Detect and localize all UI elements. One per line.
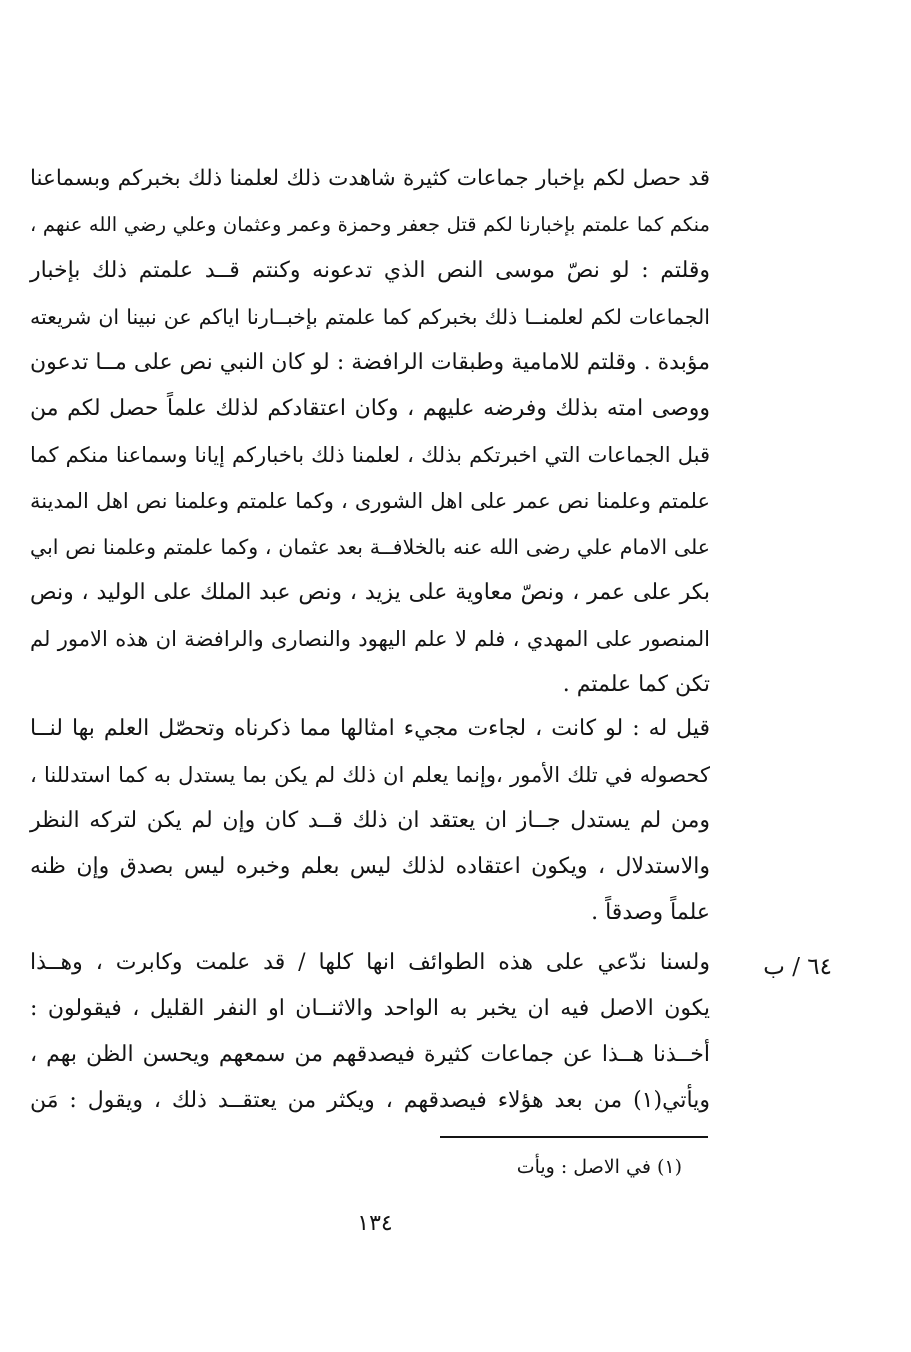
text-line: ويأتي(١) من بعد هؤلاء فيصدقهم ، ويكثر من يعتقــد ذلك ، ويقول : مَن xyxy=(30,1088,710,1113)
text-line: بكر على عمر ، ونصّ معاوية على يزيد ، ونص عبد الملك على الوليد ، ونص xyxy=(30,580,710,605)
text-line: قبل الجماعات التي اخبرتكم بذلك ، لعلمنا ذلك باخباركم إيانا وسماعنا منكم كما xyxy=(30,443,710,467)
footnote-divider xyxy=(440,1136,708,1138)
text-line: علماً وصدقاً . xyxy=(591,900,710,925)
text-line: الجماعات لكم لعلمنــا ذلك بخبركم كما علمتم بإخبــارنا اياكم عن نبينا ان شريعته xyxy=(30,305,710,329)
text-line: منكم كما علمتم بإخبارنا لكم قتل جعفر وحمزة وعمر وعثمان وعلي رضي الله عنهم ، xyxy=(30,213,710,236)
paragraph-3 xyxy=(30,940,710,1124)
text-line: قد حصل لكم بإخبار جماعات كثيرة شاهدت ذلك لعلمنا ذلك بخبركم وبسماعنا xyxy=(30,166,710,191)
text-line: مؤبدة . وقلتم للامامية وطبقات الرافضة : لو كان النبي نص على مــا تدعون xyxy=(30,350,710,375)
paragraph-1 xyxy=(30,156,710,708)
text-line: قيل له : لو كانت ، لجاءت مجيء امثالها مما ذكرناه وتحصّل العلم بها لنــا xyxy=(30,716,710,741)
text-line: كحصوله في تلك الأمور ،وإنما يعلم ان ذلك لم يكن بما يستدل به كما استدللنا ، xyxy=(30,763,710,787)
text-line: على الامام علي رضى الله عنه بالخلافــة بعد عثمان ، وكما علمتم وعلمنا نص ابي xyxy=(30,535,710,559)
text-line: تكن كما علمتم . xyxy=(562,672,710,697)
footnote: (١) في الاصل : ويأت xyxy=(516,1156,682,1178)
text-line: والاستدلال ، ويكون اعتقاده لذلك ليس بعلم وخبره ليس بصدق وإن ظنه xyxy=(30,854,710,879)
text-line: ومن لم يستدل جــاز ان يعتقد ان ذلك قــد كان وإن لم يكن لتركه النظر xyxy=(30,808,710,833)
text-line: المنصور على المهدي ، فلم لا علم اليهود والنصارى والرافضة ان هذه الامور لم xyxy=(30,627,710,651)
text-line: ولسنا ندّعي على هذه الطوائف انها كلها / قد علمت وكابرت ، وهــذا xyxy=(30,950,710,975)
text-line: علمتم وعلمنا نص عمر على اهل الشورى ، وكما علمتم وعلمنا نص اهل المدينة xyxy=(30,489,710,513)
manuscript-folio-marker: ٦٤ / ب xyxy=(763,954,832,980)
text-line: أخــذنا هــذا عن جماعات كثيرة فيصدقهم من سمعهم ويحسن الظن بهم ، xyxy=(30,1042,710,1067)
text-line: ووصى امته بذلك وفرضه عليهم ، وكان اعتقادكم لذلك علماً حصل لكم من xyxy=(30,396,710,421)
paragraph-2 xyxy=(30,706,710,936)
page-number: ١٣٤ xyxy=(357,1211,393,1236)
text-line: وقلتم : لو نصّ موسى النص الذي تدعونه وكنتم قــد علمتم ذلك بإخبار xyxy=(30,258,710,283)
text-line: يكون الاصل فيه ان يخبر به الواحد والاثنــان او النفر القليل ، فيقولون : xyxy=(30,996,710,1021)
